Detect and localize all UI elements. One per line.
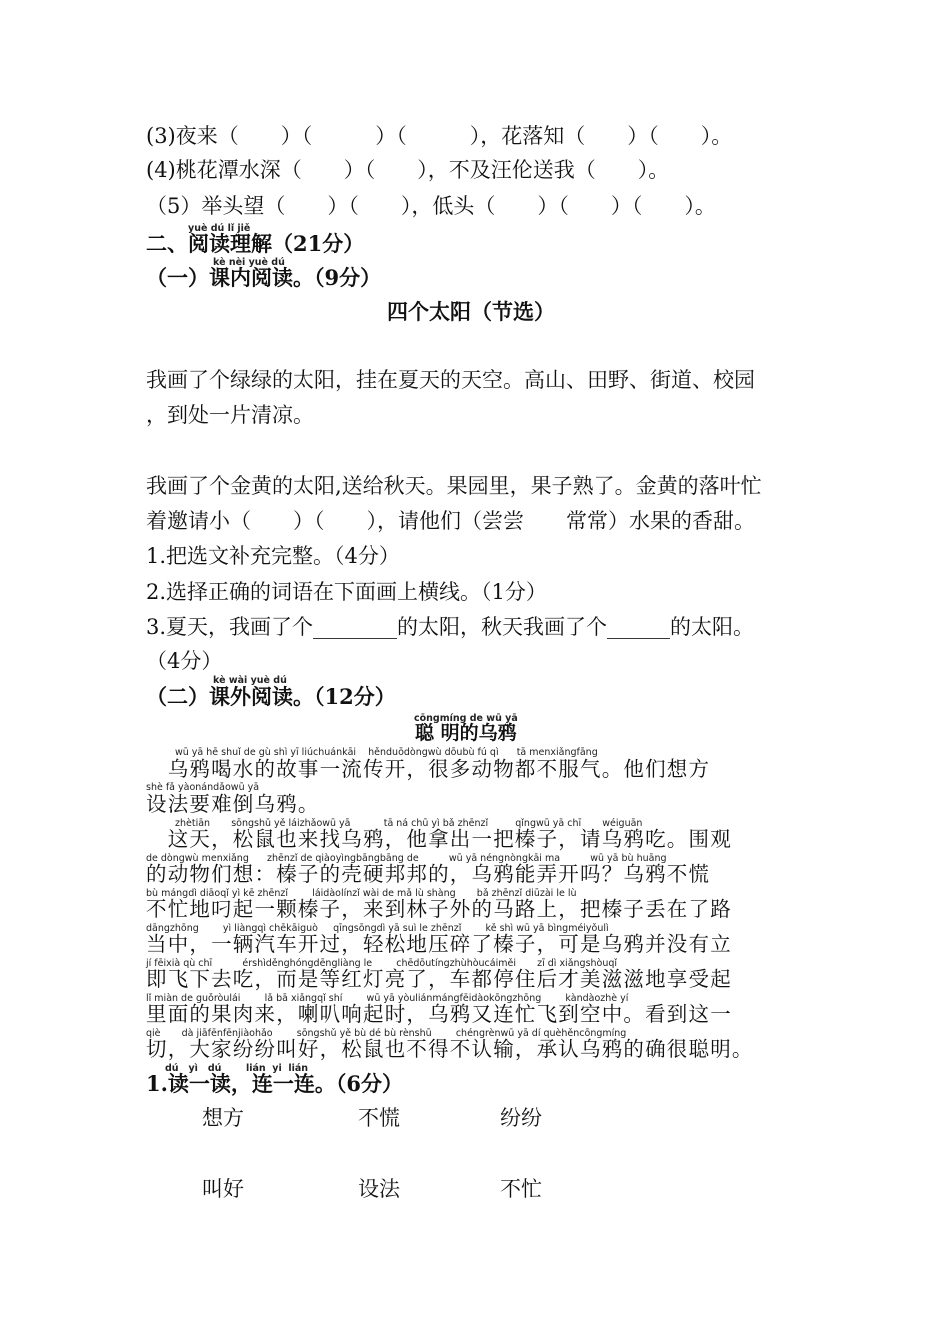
part1-heading: （一）课内阅读。（9分）: [146, 265, 382, 290]
story-line-2: 设法要难倒乌鸦。: [146, 792, 320, 816]
story-pinyin-4: de dòngwù menxiǎng zhēnzǐ de qiàoyìngbāngbāng de wū yā néngnòngkāi ma wū yā bù huāng: [146, 853, 667, 864]
story-pinyin-7: jí fēixià qù chī érshìděnghóngdēngliàng le chēdōutíngzhùhòucáiměi zī dì xiǎngshòuqǐ: [146, 958, 618, 969]
part2-heading: （二）课外阅读。（12分）: [146, 684, 396, 709]
part1-question-3-score: （4分）: [146, 649, 223, 673]
story-pinyin-1: wū yā hē shuǐ de gù shì yī liúchuánkāi hěnduōdòngwù dōubù fú qì tā menxiǎngfāng: [175, 747, 598, 758]
story-line-1: 乌鸦喝水的故事一流传开，很多动物都不服气。他们想方: [146, 757, 711, 781]
fill-blank-3: (3)夜来（ ）（ ）（ ），花落知（ ）（ ）。: [146, 124, 733, 148]
part1-para1-line1: 我画了个绿绿的太阳，挂在夏天的天空。高山、田野、街道、校园: [146, 368, 755, 392]
part1-pinyin: kè nèi yuè dú: [213, 257, 285, 268]
match-top-2: 不慌: [358, 1106, 400, 1130]
story-pinyin-2: shè fǎ yàonándǎowū yā: [146, 782, 260, 793]
story-line-3: 这天，松鼠也来找乌鸦，他拿出一把榛子，请乌鸦吃。围观: [146, 827, 732, 851]
part1-question-2: 2.选择正确的词语在下面画上横线。（1分）: [146, 580, 547, 604]
story-pinyin-8: lǐ miàn de guǒròulái lǎ bā xiǎngqǐ shí wū yā yòuliánmángfēidàokōngzhōng kàndàozhè yí: [146, 993, 629, 1004]
story-line-9: 切，大家纷纷叫好，松鼠也不得不认输，承认乌鸦的确很聪明。: [146, 1037, 754, 1061]
story-pinyin-3: zhètiān sōngshǔ yě láizhǎowū yā tā ná chū yì bǎ zhēnzǐ qǐngwū yā chī wéiguān: [175, 818, 643, 829]
story-pinyin-5: bù mángdì diāoqǐ yì kē zhēnzǐ láidàolínzǐ wài de mǎ lù shàng bǎ zhēnzǐ diūzài le lù: [146, 888, 577, 899]
match-bottom-1: 叫好: [202, 1177, 244, 1201]
q1-pinyin-b: lián yi lián: [246, 1063, 309, 1074]
match-top-1: 想方: [202, 1106, 244, 1130]
story-line-5: 不忙地叼起一颗榛子，来到林子外的马路上，把榛子丢在了路: [146, 897, 732, 921]
match-bottom-3: 不忙: [500, 1177, 542, 1201]
story-line-8: 里面的果肉来，喇叭响起时，乌鸦又连忙飞到空中。看到这一: [146, 1002, 732, 1026]
part1-title: 四个太阳（节选）: [387, 299, 555, 324]
story-line-7: 即飞下去吃，而是等红灯亮了，车都停住后才美滋滋地享受起: [146, 967, 732, 991]
fill-blank-4: (4)桃花潭水深（ ）（ ），不及汪伦送我（ ）。: [146, 158, 670, 182]
fill-blank-5: （5）举头望（ ）（ ），低头（ ）（ ）（ ）。: [146, 194, 716, 218]
section2-pinyin: yuè dú lǐ jiě: [188, 223, 251, 234]
part1-para1-line2: ，到处一片清凉。: [146, 403, 314, 427]
story-pinyin-9: qiè dà jiāfēnfēnjiàohǎo sōngshǔ yě bù dé bù rènshū chéngrènwū yā dí quèhěncōngmíng: [146, 1028, 627, 1039]
part2-question-1: 1.读一读，连一连。（6分）: [146, 1071, 404, 1096]
story-line-6: 当中，一辆汽车开过，轻松地压碎了榛子，可是乌鸦并没有立: [146, 932, 732, 956]
part2-title: 聪 明的乌鸦: [415, 722, 517, 744]
part1-question-1: 1.把选文补充完整。（4分）: [146, 544, 400, 568]
story-pinyin-6: dāngzhōng yì liàngqì chēkāiguò qīngsōngdì yā suì le zhēnzǐ kě shì wū yā bìngméiyǒulì: [146, 923, 609, 934]
part2-pinyin: kè wài yuè dú: [213, 675, 287, 686]
match-top-3: 纷纷: [500, 1106, 542, 1130]
part2-title-pinyin: cōngmíng de wū yā: [414, 713, 518, 724]
part1-para2-line1: 我画了个金黄的太阳,送给秋天。果园里，果子熟了。金黄的落叶忙: [146, 474, 762, 498]
section2-heading: 二、阅读理解（21分）: [146, 231, 365, 256]
part1-question-3: 3.夏天，我画了个________的太阳，秋天我画了个______的太阳。: [146, 615, 755, 639]
q1-pinyin-a: dú yì dú: [165, 1063, 222, 1074]
story-line-4: 的动物们想：榛子的壳硬邦邦的，乌鸦能弄开吗？乌鸦不慌: [146, 862, 711, 886]
part1-para2-line2: 着邀请小（ ）（ ），请他们（尝尝 常常）水果的香甜。: [146, 509, 755, 533]
match-bottom-2: 设法: [358, 1177, 400, 1201]
